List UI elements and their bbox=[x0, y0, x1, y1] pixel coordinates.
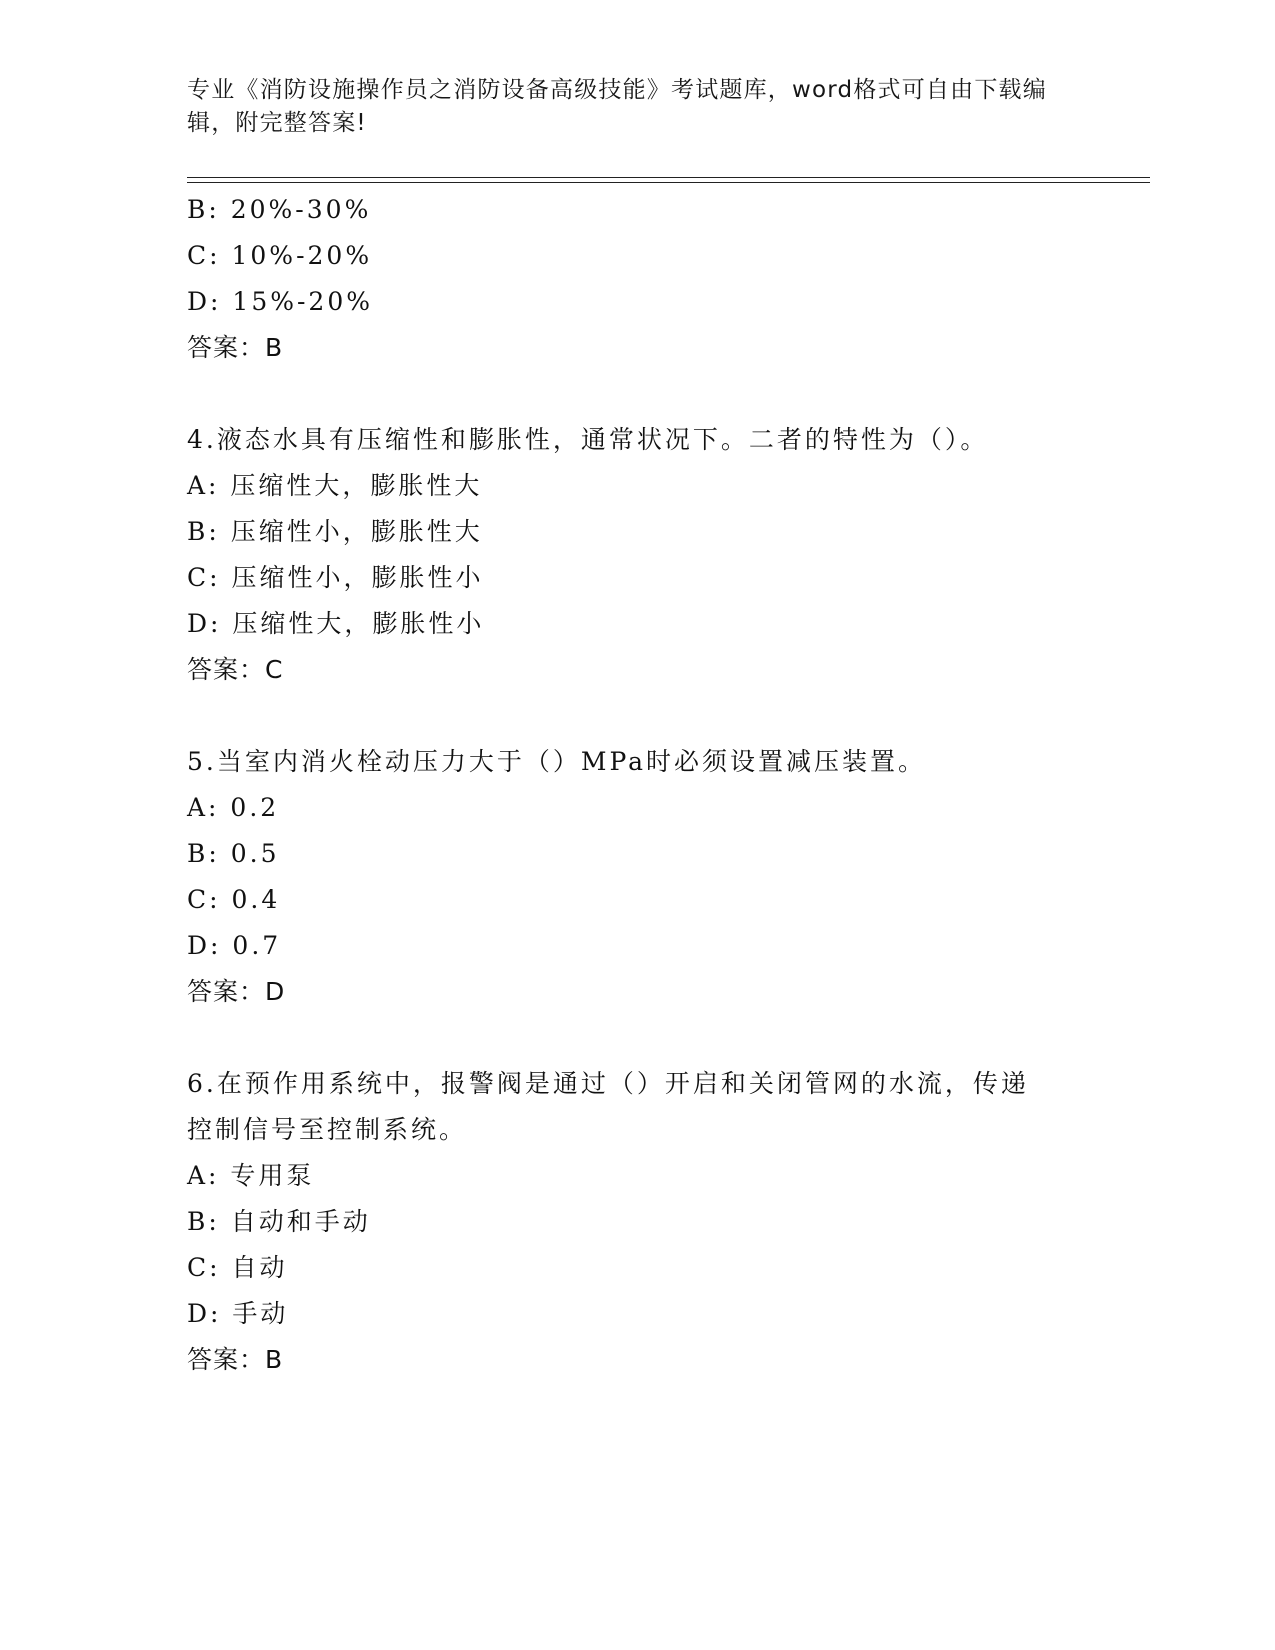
question-content bbox=[187, 187, 1087, 1383]
question-5 bbox=[187, 739, 1087, 1015]
option-a: A: 压缩性大，膨胀性大 bbox=[187, 471, 483, 500]
answer-line: 答案：C bbox=[187, 655, 284, 684]
answer-line: 答案：B bbox=[187, 333, 284, 362]
question-4 bbox=[187, 417, 1087, 693]
header-divider-bottom bbox=[187, 182, 1150, 183]
question-stem-line-1: 6.在预作用系统中，报警阀是通过（）开启和关闭管网的水流，传递 bbox=[187, 1069, 1029, 1098]
header-divider-top bbox=[187, 177, 1150, 178]
option-c: C: 0.4 bbox=[187, 885, 281, 914]
answer-line: 答案：D bbox=[187, 977, 286, 1006]
option-d: D: 压缩性大，膨胀性小 bbox=[187, 609, 485, 638]
option-d: D: 0.7 bbox=[187, 931, 282, 960]
spacer bbox=[187, 371, 1087, 417]
option-d: D: 手动 bbox=[187, 1299, 289, 1328]
header-line-1: 专业《消防设施操作员之消防设备高级技能》考试题库，word格式可自由下载编 bbox=[187, 77, 1047, 103]
option-b: B: 自动和手动 bbox=[187, 1207, 371, 1236]
answer-line: 答案：B bbox=[187, 1345, 284, 1374]
question-stem: 4.液态水具有压缩性和膨胀性，通常状况下。二者的特性为（）。 bbox=[187, 425, 989, 454]
question-6 bbox=[187, 1061, 1087, 1383]
header-line-2: 辑，附完整答案! bbox=[187, 110, 367, 136]
option-b: B: 0.5 bbox=[187, 839, 280, 868]
option-a: A: 0.2 bbox=[187, 793, 280, 822]
option-b: B: 压缩性小，膨胀性大 bbox=[187, 517, 483, 546]
question-3-continuation bbox=[187, 187, 1087, 371]
option-b: B: 20%-30% bbox=[187, 195, 372, 224]
spacer bbox=[187, 1015, 1087, 1061]
option-c: C: 自动 bbox=[187, 1253, 288, 1282]
option-a: A: 专用泵 bbox=[187, 1161, 315, 1190]
document-header bbox=[187, 74, 1057, 140]
question-stem-line-2: 控制信号至控制系统。 bbox=[187, 1115, 468, 1144]
option-c: C: 10%-20% bbox=[187, 241, 373, 270]
option-c: C: 压缩性小，膨胀性小 bbox=[187, 563, 484, 592]
spacer bbox=[187, 693, 1087, 739]
option-d: D: 15%-20% bbox=[187, 287, 373, 316]
question-stem: 5.当室内消火栓动压力大于（）MPa时必须设置减压装置。 bbox=[187, 747, 927, 776]
